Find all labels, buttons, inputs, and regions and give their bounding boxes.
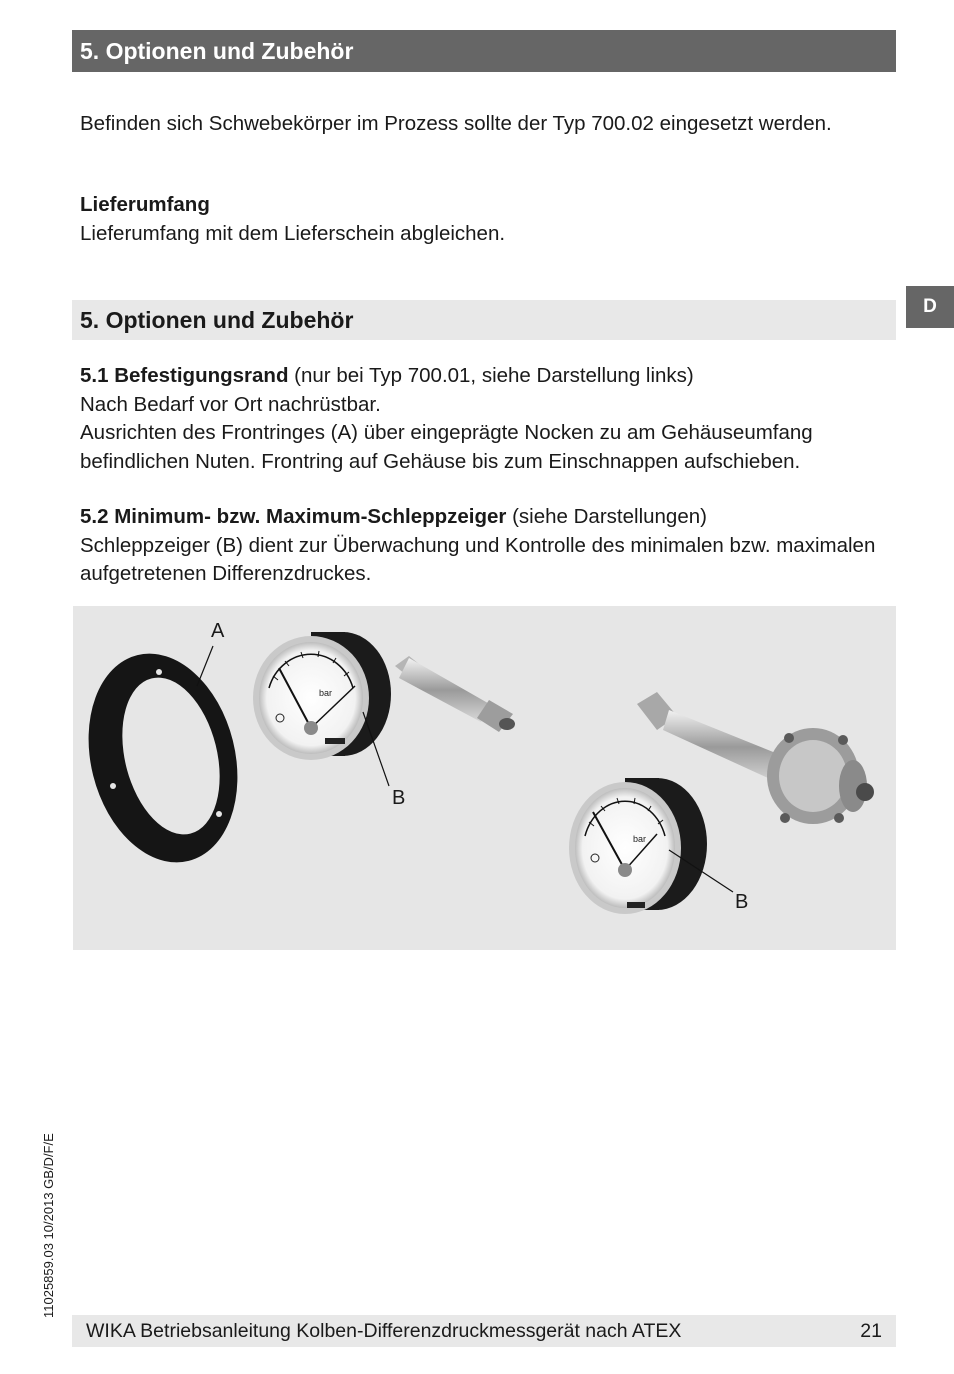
delivery-block [80,191,900,248]
label-a: A [211,620,225,642]
gauge-2 [569,778,707,914]
language-tab: D [906,286,954,328]
section-5-1-line1: Nach Bedarf vor Ort nachrüstbar. [80,392,381,416]
label-b-1: B [392,787,406,809]
section-5-1 [80,362,900,476]
page-number: 21 [860,1320,882,1342]
section-title: 5. Optionen und Zubehör [72,300,896,340]
gauge-1 [253,632,391,760]
section-5-2-text: Schleppzeiger (B) dient zur Überwachung und Kontrolle des minimalen bzw. maximalen aufgetretenen Differenzdruckes. [80,533,876,585]
document-reference: 11025859.03 10/2013 GB/D/F/E [41,1133,56,1318]
section-5-2-heading-suffix: (siehe Darstellungen) [506,505,707,528]
intro-paragraph: Befinden sich Schwebekörper im Prozess sollte der Typ 700.02 eingesetzt werden. [80,112,832,135]
section-5-2 [80,503,900,589]
connector-small [395,656,515,732]
section-5-2-heading: 5.2 Minimum- bzw. Maximum-Schleppzeiger [80,505,507,528]
gauge-1-unit: bar [319,688,333,698]
product-illustration [73,606,896,950]
section-5-1-heading: 5.1 Befestigungsrand [80,364,289,387]
section-5-1-heading-suffix: (nur bei Typ 700.01, siehe Darstellung links) [288,364,694,387]
section-5-1-heading-line [80,362,900,391]
section-5-2-heading-line [80,503,900,532]
footer-title: WIKA Betriebsanleitung Kolben-Differenzdruckmessgerät nach ATEX [86,1320,682,1342]
front-ring [73,638,259,879]
page-header-title: 5. Optionen und Zubehör [72,30,896,72]
label-b-2: B [735,891,749,913]
section-5-1-line2: Ausrichten des Frontringes (A) über eingeprägte Nocken zu am Gehäuseumfang befindlichen Nuten. Frontring auf Gehäuse bis zum Einschnappen aufschieben. [80,421,813,473]
page-footer [72,1315,896,1347]
delivery-heading: Lieferumfang [80,193,210,216]
gauge-2-unit: bar [633,834,647,844]
product-figure [73,606,896,950]
delivery-text: Lieferumfang mit dem Lieferschein abgleichen. [80,221,506,245]
